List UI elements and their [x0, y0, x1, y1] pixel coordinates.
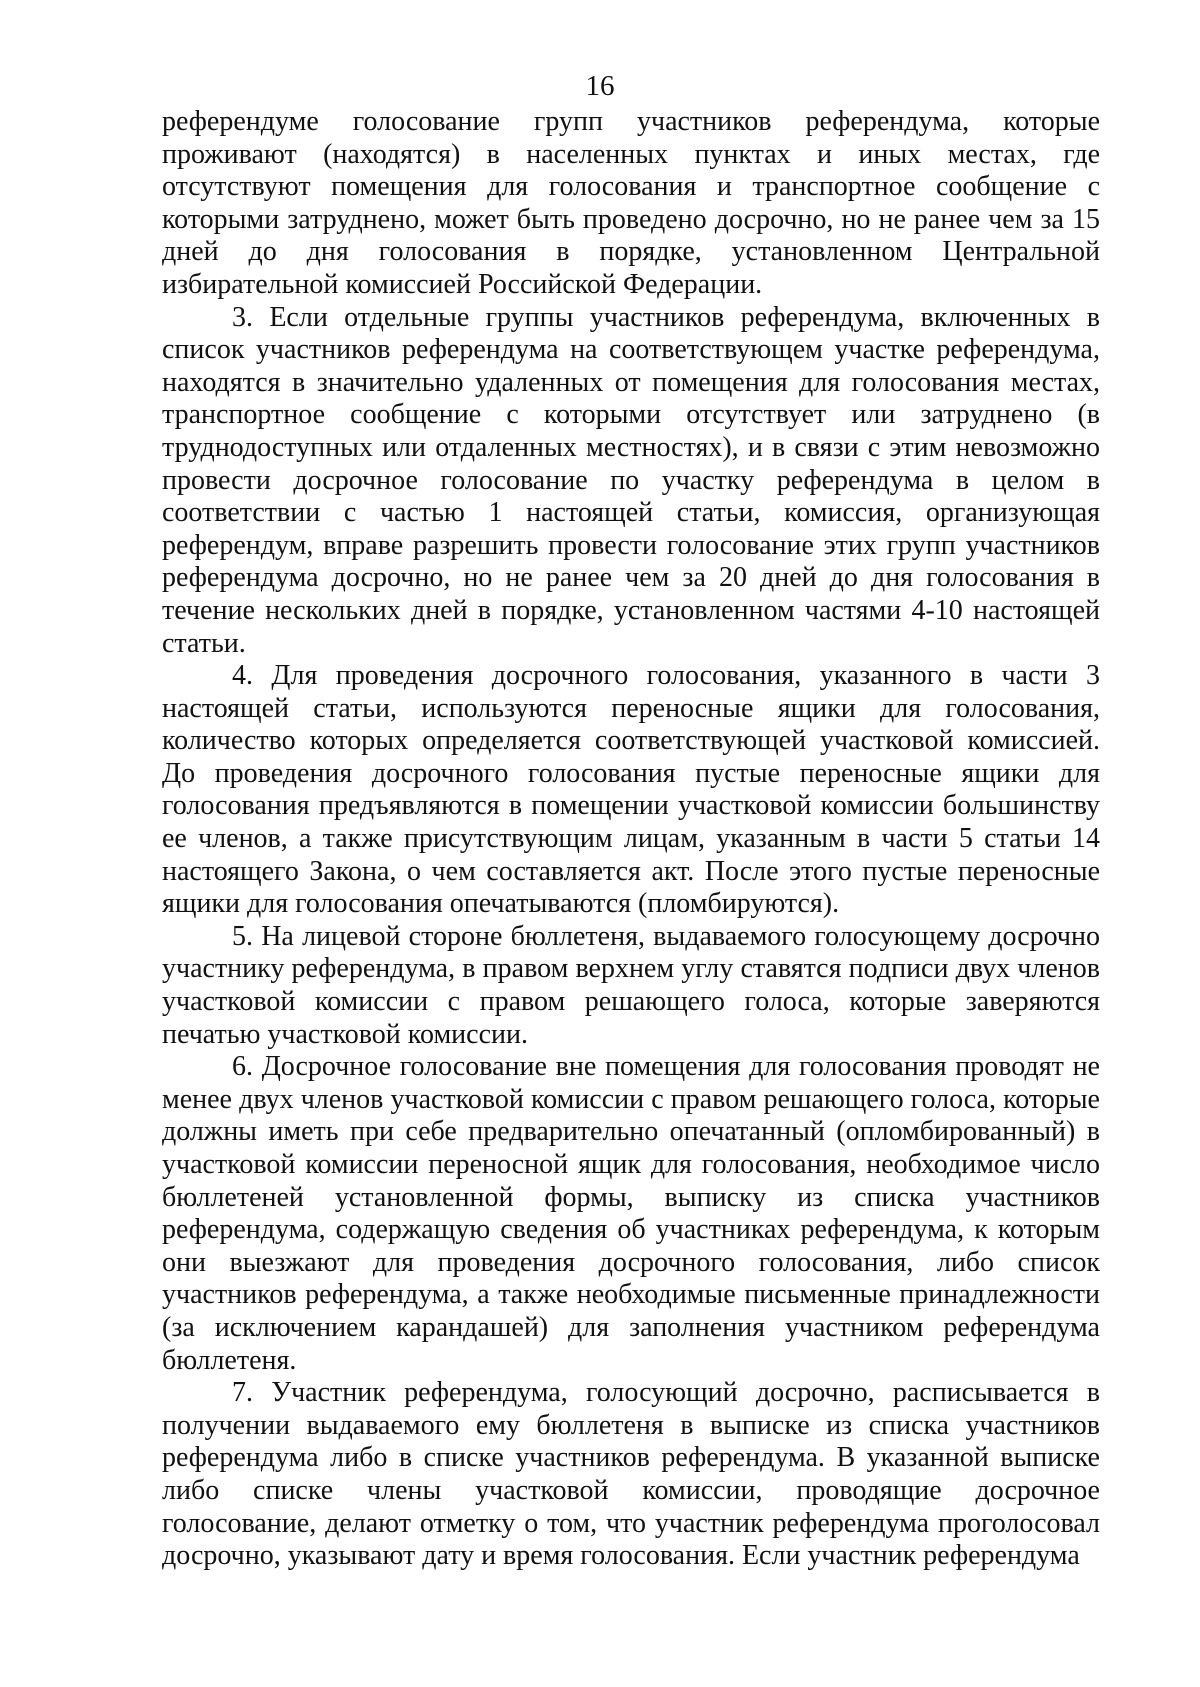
paragraph-part-7: 7. Участник референдума, голосующий досрочно, расписывается в получении выдаваемого ему бюллетеня в выписке из списка участников референдума либо в списке участников референдума. В указанной выписке либо списке члены участковой комиссии, проводящие досрочное голосование, делают отметку о том, что участник референдума проголосовал досрочно, указывают дату и время голосования. Если участник референдума — [162, 1377, 1100, 1572]
paragraph-part-5: 5. На лицевой стороне бюллетеня, выдаваемого голосующему досрочно участнику референдума, в правом верхнем углу ставятся подписи двух членов участковой комиссии с правом решающего голоса, которые заверяются печатью участковой комиссии. — [162, 920, 1100, 1050]
paragraph-part-6: 6. Досрочное голосование вне помещения для голосования проводят не менее двух членов участковой комиссии с правом решающего голоса, которые должны иметь при себе предварительно опечатанный (опломбированный) в участковой комиссии переносной ящик для голосования, необходимое число бюллетеней установленной формы, выписку из списка участников референдума, содержащую сведения об участниках референдума, к которым они выезжают для проведения досрочного голосования, либо список участников референдума, а также необходимые письменные принадлежности (за исключением карандашей) для заполнения участником референдума бюллетеня. — [162, 1051, 1100, 1376]
paragraph-part-3: 3. Если отдельные группы участников референдума, включенных в список участников референдума на соответствующем участке референдума, находятся в значительно удаленных от помещения для голосования местах, транспортное сообщение с которыми отсутствует или затруднено (в труднодоступных или отдаленных местностях), и в связи с этим невозможно провести досрочное голосование по участку референдума в целом в соответствии с частью 1 настоящей статьи, комиссия, организующая референдум, вправе разрешить провести голосование этих групп участников референдума досрочно, но не ранее чем за 20 дней до дня голосования в течение нескольких дней в порядке, установленном частями 4-10 настоящей статьи. — [162, 301, 1100, 659]
page-number: 16 — [585, 70, 615, 102]
paragraph-part-4: 4. Для проведения досрочного голосования, указанного в части 3 настоящей статьи, используются переносные ящики для голосования, количество которых определяется соответствующей участковой комиссией. До проведения досрочного голосования пустые переносные ящики для голосования предъявляются в помещении участковой комиссии большинству ее членов, а также присутствующим лицам, указанным в части 5 статьи 14 настоящего Закона, о чем составляется акт. После этого пустые переносные ящики для голосования опечатываются (пломбируются). — [162, 660, 1100, 920]
paragraph-continuation: референдуме голосование групп участников референдума, которые проживают (находятся) в населенных пунктах и иных местах, где отсутствуют помещения для голосования и транспортное сообщение с которыми затруднено, может быть проведено досрочно, но не ранее чем за 15 дней до дня голосования в порядке, установленном Центральной избирательной комиссией Российской Федерации. — [162, 106, 1100, 300]
document-body — [162, 106, 1100, 1573]
